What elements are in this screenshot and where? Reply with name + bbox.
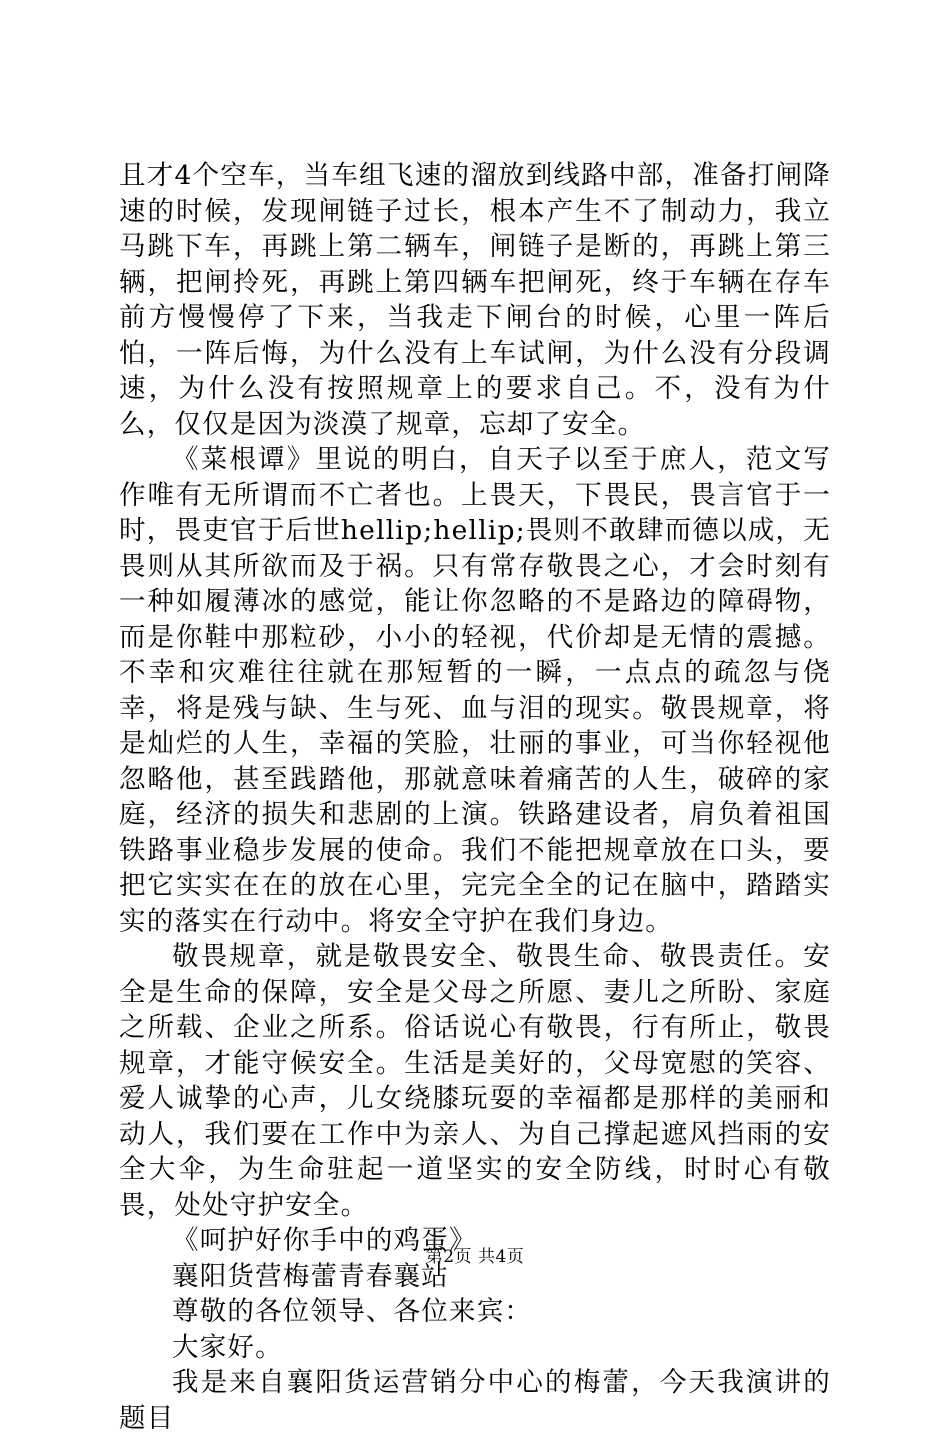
- salutation: 尊敬的各位领导、各位来宾：: [172, 1296, 533, 1327]
- paragraph-2: 《菜根谭》里说的明白，自天子以至于庶人，范文写作唯有无所谓而不亡者也。上畏天，下畏民，畏言官于一时，畏吏官于后世hellip;hellip;畏则不敢肆而德以成，无畏则从其所欲而及于祸。只有常存敬畏之心，才会时刻有一种如履薄冰的感觉，能让你忽略的不是路边的障碍物，而是你鞋中那粒砂，小小的轻视，代价却是无情的震撼。不幸和灾难往往就在那短暂的一瞬，一点点的疏忽与侥幸，将是残与缺、生与死、血与泪的现实。敬畏规章，将是灿烂的人生，幸福的笑脸，壮丽的事业，可当你轻视他忽略他，甚至践踏他，那就意味着痛苦的人生，破碎的家庭，经济的损失和悲剧的上演。铁路建设者，肩负着祖国铁路事业稳步发展的使命。我们不能把规章放在口头，要把它实实在在的放在心里，完完全全的记在脑中，踏踏实实的落实在行动中。将安全守护在我们身边。: [119, 444, 831, 937]
- speaker-line: 襄阳货营梅蕾青春襄站: [172, 1260, 449, 1292]
- greeting: 大家好。: [172, 1331, 283, 1363]
- paragraph-intro: 我是来自襄阳货运营销分中心的梅蕾，今天我演讲的题目: [119, 1367, 831, 1434]
- page-number-footer: 第2页 共4页: [425, 1247, 525, 1267]
- paragraph-1: 且才4个空车，当车组飞速的溜放到线路中部，准备打闸降速的时候，发现闸链子过长，根本产生不了制动力，我立马跳下车，再跳上第二辆车，闸链子是断的，再跳上第三辆，把闸拎死，再跳上第四辆车把闸死，终于车辆在存车前方慢慢停了下来，当我走下闸台的时候，心里一阵后怕，一阵后悔，为什么没有上车试闸，为什么没有分段调速，为什么没有按照规章上的要求自己。不，没有为什么，仅仅是因为淡漠了规章，忘却了安全。: [119, 160, 831, 440]
- speech-title: 《呵护好你手中的鸡蛋》: [172, 1225, 477, 1256]
- paragraph-3: 敬畏规章，就是敬畏安全、敬畏生命、敬畏责任。安全是生命的保障，安全是父母之所愿、妻儿之所盼、家庭之所载、企业之所系。俗话说心有敬畏，行有所止，敬畏规章，才能守候安全。生活是美好的，父母宽慰的笑容、爱人诚挚的心声，儿女绕膝玩耍的幸福都是那样的美丽和动人，我们要在工作中为亲人、为自己撑起遮风挡雨的安全大伞，为生命驻起一道坚实的安全防线，时时心有敬畏，处处守护安全。: [119, 941, 831, 1221]
